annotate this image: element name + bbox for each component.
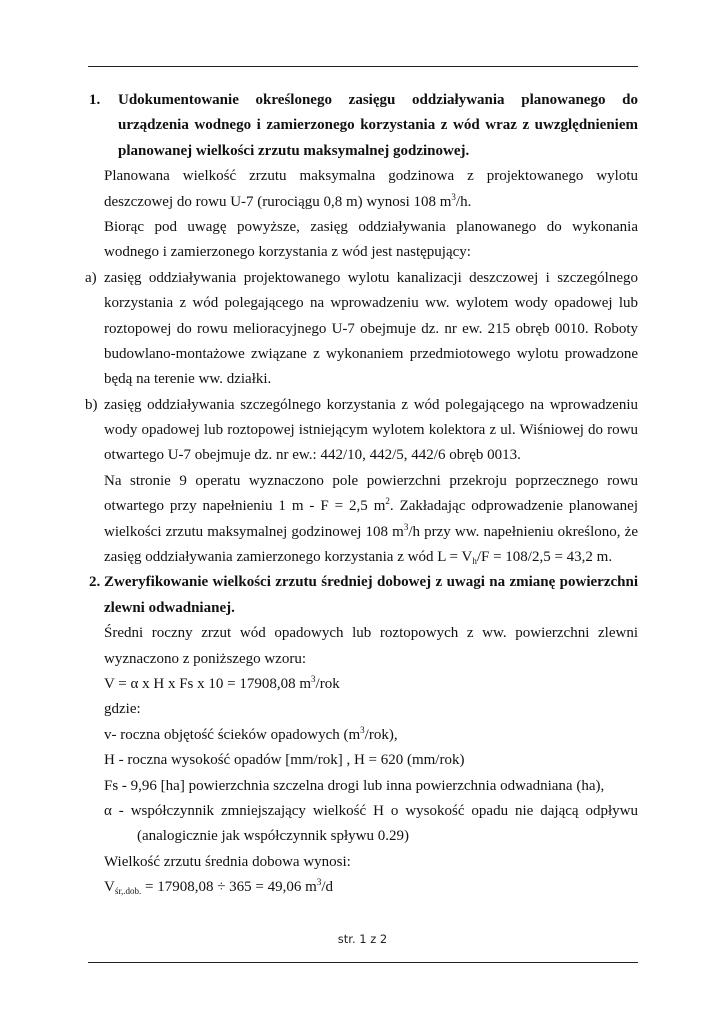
paragraph-line: wyznaczono z poniższego wzoru: — [104, 650, 307, 667]
paragraph-line: wielkości zrzutu maksymalnej godzinowej 108 $m^3/h$ przy ww. napełnieniu określono, że — [104, 521, 638, 540]
list-item-a-line: roztopowej do rowu melioracyjnego U-7 obejmuje dz. nr ew. 215 obręb 0010. Roboty — [104, 320, 638, 337]
paragraph-line: Biorąc pod uwagę powyższe, zasięg oddziaływania planowanego do wykonania — [104, 218, 638, 235]
definition-h: H - roczna wysokość opadów [mm/rok] , H = 620 (mm/rok) — [104, 752, 465, 769]
section-1-heading-line-2: urządzenia wodnego i zamierzonego korzystania z wód wraz z uwzględnieniem — [118, 117, 638, 134]
list-item-a-line: korzystania z wód polegającego na wprowadzeniu ww. wylotem wody opadowej lub — [104, 295, 638, 312]
daily-formula: $V_{śr,.dob.} = 17908,08 \div 365 = 49,06$ $m^3/d$ — [104, 877, 333, 897]
list-item-a-line: będą na terenie ww. działki. — [104, 371, 272, 388]
paragraph-line: zasięg oddziaływania zamierzonego korzystania z wód $L = V_h/F = 108/2,5 = 43,2$ m. — [104, 549, 613, 567]
paragraph-line: otwartego przy napełnieniu 1 m - F = 2,5 $m^2$. Zakładając odprowadzenie planowanej — [104, 496, 638, 515]
page-number: str. 1 z 2 — [337, 932, 388, 946]
list-item-b-line: otwartego U-7 obejmuje dz. nr ew.: 442/10, 442/5, 442/6 obręb 0013. — [104, 447, 521, 464]
paragraph-line: wodnego i zamierzonego korzystania z wód jest następujący: — [104, 244, 471, 261]
section-2-heading-line-1: 2. Zweryfikowanie wielkości zrzutu średniej dobowej z uwagi na zmianę powierzchni — [0, 570, 725, 595]
document-body — [0, 88, 725, 901]
list-item-b-line: wody opadowej lub roztopowej istniejącym wylotem kolektora z ul. Wiśniowej do rowu — [104, 422, 638, 439]
section-1-number: 1. — [89, 92, 101, 108]
paragraph-line: Średni roczny zrzut wód opadowych lub roztopowych z ww. powierzchni zlewni — [104, 625, 638, 642]
header-rule — [88, 66, 638, 67]
section-2-number: 2. — [89, 574, 101, 591]
annual-formula: V = α x H x Fs x 10 = 17908,08 $m^3$/rok — [104, 673, 340, 692]
daily-intro: Wielkość zrzutu średnia dobowa wynosi: — [104, 853, 351, 870]
list-item-a-line: budowlano-montażowe związane z wykonaniem przedmiotowego wylotu prowadzone — [104, 345, 638, 362]
paragraph-line: Planowana wielkość zrzutu maksymalna godzinowa z projektowanego wylotu — [104, 168, 638, 185]
gdzie-label: gdzie: — [104, 701, 141, 718]
paragraph-line: deszczowej do rowu U-7 (rurociągu 0,8 m) wynosi 108 $m^3/h$. — [104, 191, 472, 210]
definition-v: v- roczna objętość ścieków opadowych $(m^3/rok)$, — [104, 724, 398, 743]
definition-fs: Fs - 9,96 [ha] powierzchnia szczelna drogi lub inna powierzchnia odwadniana (ha), — [104, 777, 605, 794]
definition-alpha: α - współczynnik zmniejszający wielkość H o wysokość opadu nie dającą odpływu — [104, 802, 638, 819]
footer-rule — [88, 962, 638, 963]
section-1-heading-line-1: 1. Udokumentowanie określonego zasięgu oddziaływania planowanego do — [0, 88, 725, 113]
definition-alpha-line-2: (analogicznie jak współczynnik spływu 0.29) — [137, 828, 410, 845]
list-label-a: a) — [85, 269, 97, 286]
list-item-a: a) zasięg oddziaływania projektowanego wylotu kanalizacji deszczowej i szczególnego — [0, 266, 725, 291]
section-2-heading-line-2: zlewni odwadnianej. — [104, 599, 235, 616]
section-1-heading-line-3: planowanej wielkości zrzutu maksymalnej godzinowej. — [118, 142, 470, 159]
list-item-b: b) zasięg oddziaływania szczególnego korzystania z wód polegającego na wprowadzeniu — [0, 393, 725, 418]
paragraph-line: Na stronie 9 operatu wyznaczono pole powierzchni przekroju poprzecznego rowu — [104, 472, 638, 489]
list-label-b: b) — [85, 396, 98, 413]
